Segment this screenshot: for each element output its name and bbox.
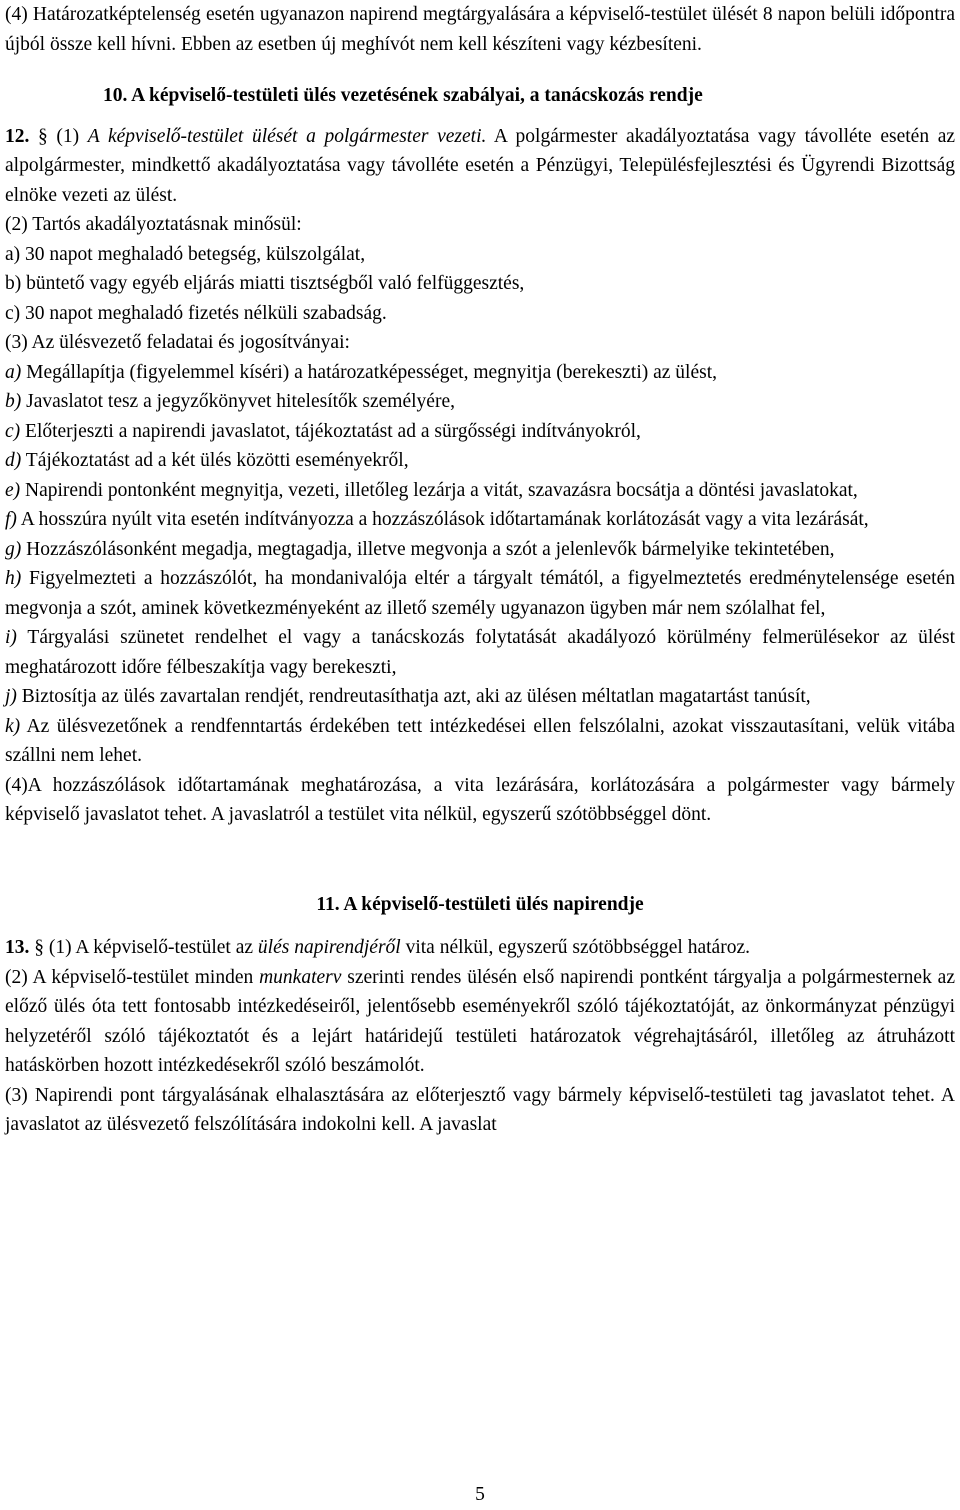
list-item	[5, 564, 955, 623]
list-item-text: Hozzászólásonként megadja, megtagadja, illetve megvonja a szót a jelenlevők bármelyike tekintetében,	[26, 538, 835, 560]
article-12-para-2-item: c) 30 napot meghaladó fizetés nélküli szabadság.	[5, 302, 387, 324]
list-item-text: A hosszúra nyúlt vita esetén indítványozza a hozzászólások időtartamának korlátozását vagy a vita lezárását,	[20, 509, 869, 530]
article-12-number: 12.	[5, 125, 30, 147]
list-item	[5, 712, 955, 771]
list-item	[5, 505, 955, 535]
list-item-label: j)	[5, 686, 17, 707]
article-12-para-1-prefix: (1)	[56, 125, 80, 147]
article-13-number: 13.	[5, 937, 30, 958]
article-12-para-4: (4)A hozzászólások időtartamának meghatározása, a vita lezárására, korlátozására a polgármester vagy bármely képviselő javaslatot tehet. A javaslatról a testület vita nélkül, egyszerű szótöbbséggel dönt.	[5, 774, 955, 825]
list-item-label: i)	[5, 627, 17, 648]
list-item-text: Az ülésvezetőnek a rendfenntartás érdekében tett intézkedései ellen felszólalni, azokat visszautasítani, velük vitába szállni nem lehet.	[5, 715, 955, 766]
article-13-para-1-b: vita nélkül, egyszerű szótöbbséggel határoz.	[405, 937, 750, 958]
list-item-text: Tárgyalási szünetet rendelhet el vagy a tanácskozás folytatását akadályozó körülmény felmerülésekor az ülést meghatározott időre félbeszakítja vagy berekeszti,	[5, 627, 956, 678]
article-12-para-2-item: b) büntető vagy egyéb eljárás miatti tisztségből való felfüggesztés,	[5, 273, 525, 294]
article-12-para-2-item: a) 30 napot meghaladó betegség, külszolgálat,	[5, 243, 366, 265]
article-12-para-1-rest: A polgármester akadályoztatása vagy távolléte esetén az alpolgármester, mindkettő akadályoztatása vagy távolléte esetén a Pénzügyi, Településfejlesztési és Ügyrendi Bizottság elnöke vezeti az ülést.	[5, 125, 956, 206]
list-item-label: g)	[5, 538, 22, 560]
article-13-section-sign: §	[34, 937, 44, 958]
list-item-label: c)	[5, 420, 21, 442]
article-13-para-2-italic: munkaterv	[259, 966, 342, 988]
list-item	[5, 623, 955, 682]
document-page	[5, 0, 955, 1140]
list-item-text: Tájékoztatást ad a két ülés közötti eseményekről,	[25, 450, 409, 471]
article-12-para-2-intro: (2) Tartós akadályoztatásnak minősül:	[5, 214, 302, 235]
article-13-para-1	[5, 933, 955, 963]
list-item-text: Figyelmezteti a hozzászólót, ha mondanivalója eltér a tárgyalt témától, a figyelmeztetés eredménytelensége esetén megvonja a szót, aminek következményeként az illető személy ugyanazon ügyben már nem szólalhat fel,	[5, 568, 955, 619]
section-10-title: 10. A képviselő-testületi ülés vezetésének szabályai, a tanácskozás rendje	[103, 85, 703, 106]
article-13-para-1-italic: ülés napirendjéről	[257, 937, 401, 958]
list-item-label: h)	[5, 568, 22, 589]
intro-paragraph: (4) Határozatképtelenség esetén ugyanazon napirend megtárgyalására a képviselő-testület ülését 8 napon belüli időpontra újból össze kell hívni. Ebben az esetben új meghívót nem kell készíteni vagy kézbesíteni.	[5, 4, 955, 55]
article-13-para-2-a: (2) A képviselő-testület minden	[5, 966, 254, 988]
article-13-para-3: (3) Napirendi pont tárgyalásának elhalasztására az előterjesztő vagy bármely képviselő-testületi tag javaslatot tehet. A javaslatot az ülésvezető felszólítására indokolni kell. A javaslat	[5, 1084, 955, 1135]
article-12-para-1	[5, 122, 955, 211]
list-item	[5, 535, 955, 565]
page-number: 5	[475, 1484, 485, 1505]
article-13-para-2-b: szerinti rendes ülésén első napirendi pontként tárgyalja a polgármesternek az előző ülés óta tett fontosabb intézkedéseiről, jelentősebb eseményekről szóló tájékoztatóját, az önkormányzat pénzügyi helyzetéről szóló tájékoztatót és a lejárt határidejű testületi határozatok végrehajtásáról, illetőleg az átruházott hatáskörben hozott intézkedésekről szóló beszámolót.	[5, 966, 955, 1076]
list-item-text: Javaslatot tesz a jegyzőkönyvet hitelesítők személyére,	[26, 391, 455, 412]
list-item-label: d)	[5, 450, 22, 471]
article-13-para-1-a: (1) A képviselő-testület az	[48, 937, 254, 958]
list-item-label: k)	[5, 715, 21, 737]
list-item-label: a)	[5, 361, 22, 383]
list-item	[5, 476, 955, 506]
list-item-label: f)	[5, 509, 17, 530]
section-11-title: 11. A képviselő-testületi ülés napirendje	[316, 893, 644, 915]
article-12-para-1-italic: A képviselő-testület ülését a polgármester vezeti.	[87, 125, 487, 147]
list-item-text: Napirendi pontonként megnyitja, vezeti, illetőleg lezárja a vitát, szavazásra bocsátja a döntési javaslatokat,	[25, 479, 858, 501]
list-item-text: Megállapítja (figyelemmel kíséri) a határozatképességet, megnyitja (berekeszti) az ülést,	[26, 361, 717, 383]
list-item	[5, 358, 955, 388]
list-item	[5, 682, 955, 712]
list-item-text: Előterjeszti a napirendi javaslatot, tájékoztatást ad a sürgősségi indítványokról,	[25, 420, 641, 442]
article-12-section-sign: §	[38, 125, 48, 147]
list-item	[5, 417, 955, 447]
article-12-para-3-intro: (3) Az ülésvezető feladatai és jogosítványai:	[5, 332, 350, 353]
list-item-label: b)	[5, 391, 22, 412]
list-item-label: e)	[5, 479, 21, 501]
list-item-text: Biztosítja az ülés zavartalan rendjét, rendreutasíthatja azt, aki az ülésen méltatlan magatartást tanúsít,	[21, 686, 811, 707]
article-13-para-2	[5, 963, 955, 1081]
list-item	[5, 446, 955, 476]
list-item	[5, 387, 955, 417]
